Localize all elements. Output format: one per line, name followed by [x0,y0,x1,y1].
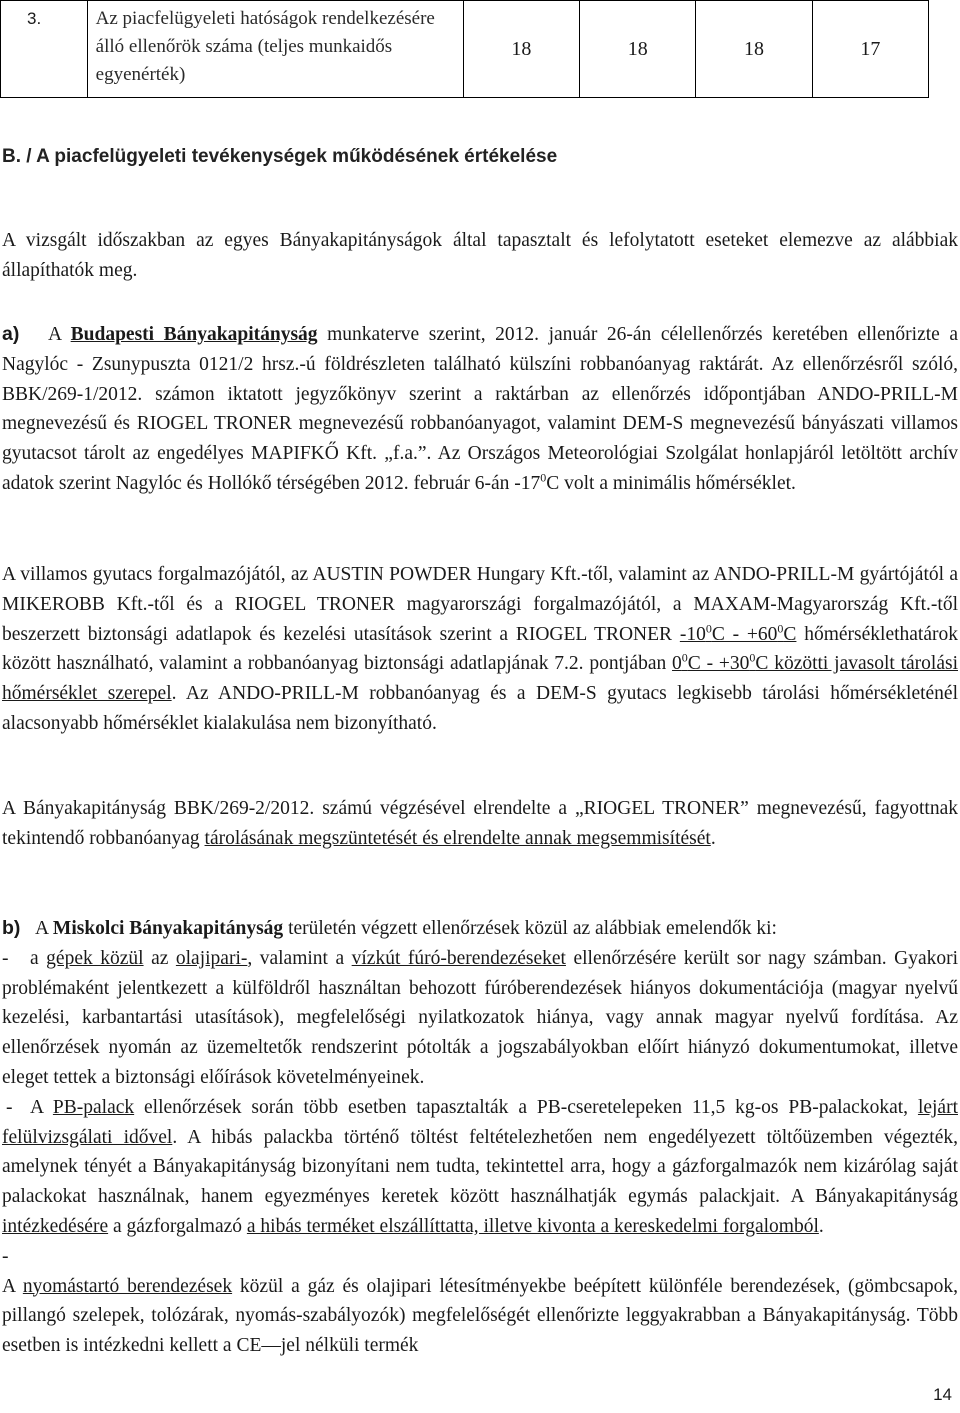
page-number: 14 [933,1385,952,1404]
miskolc-org-name: Miskolci Bányakapitányság [52,918,284,939]
item-a-label: a) [2,323,20,345]
inspector-count-table [0,0,929,98]
value-cell-4: 17 [812,1,928,98]
villamos-text-1: A villamos gyutacs forgalmazójától, az AUSTIN POWDER Hungary Kft.-től, valamint az ANDO-PRILL-M gyártójától a MIKEROBB Kft.-től és a RIOGEL TRONER magyarországi forgalmazójától, a MAXAM-Magyarország Kft.-től beszerzett biztonsági adatlapok és kezelési utasítások szerint a RIOGEL TRONER [2,564,958,645]
item-a-body: munkaterve szerint, 2012. január 26-án célellenőrzés keretében ellenőrizte a Nagylóc - Zsunypuszta 0121/2 hrsz.-ú földrészleten található külszíni robbanóanyag raktárát. Az ellenőrzésről szóló, BBK/269-1/2012. számon iktatott jegyzőkönyv szerint a raktárban az ellenőrzés időpontjában ANDO-PRILL-M megnevezésű és RIOGEL TRONER megnevezésű robbanóanyagot, valamint DEM-S megnevezésű bányászati villamos gyutacsot tárolt az engedélyes MAPIFKŐ Kft. „f.a.”. Az Országos Meteorológiai Szolgálat honlapjáról letöltött archív adatok szerint Nagylóc és Hollókő térségében 2012. február 6-án -17 [2,324,959,494]
paragraph-pressure-equipment: A nyomástartó berendezések közül a gáz és olajipari létesítményekbe beépített különféle berendezések, (gömbcsapok, pillangó szelepek, tolózárak, nyomás-szabályozók) megfelelőségét ellenőrizte leggyakrabban a Bányakapitányság. Több esetben is intézkedni kellett a CE—jel nélküli termék [2,1275,958,1357]
paragraph-bbk [2,794,958,854]
bbk-text-2: . [710,827,716,849]
villamos-text-3: . Az ANDO-PRILL-M robbanóanyag és a DEM-S gyutacs legkisebb tárolási hőmérsékleténél alacsonyabb hőmérséklet kialakulása nem bizonyítható. [2,683,959,734]
value-cell-1: 18 [463,1,579,98]
item-a-end: C volt a minimális hőmérséklet. [546,472,796,494]
intro-paragraph [2,226,958,286]
bullet-dash: - [6,1096,13,1118]
row-description: Az piacfelügyeleti hatóságok rendelkezésére álló ellenőrök száma (teljes munkaidős egyenérték) [87,1,463,98]
bbk-underlined: tárolásának megszüntetését és elrendelte annak megsemmisítését [204,827,711,849]
table-row [1,1,929,98]
intro-text: A vizsgált időszakban az egyes Bányakapitányságok által tapasztalt és lefolytatott eseteket elemezve az alábbiak állapíthatók meg. [2,230,958,281]
row-number: 3. [1,1,88,98]
paragraph-b [2,914,958,1361]
value-cell-2: 18 [580,1,696,98]
item-b-label: b) [2,917,21,939]
paragraph-a [2,320,958,499]
budapest-org-name: Budapesti Bányakapitányság [70,324,318,345]
degree-sup: 0 [540,470,547,485]
paragraph-villamos [2,560,958,739]
temp-range-1: $-10^0C - +60^0C$ [679,621,797,645]
value-cell-3: 18 [696,1,812,98]
bullet-dash: - [2,947,9,969]
villamos-text-2: hőmérséklethatárok között használható, valamint a robbanóanyag biztonsági adatlapjának 7.2. pontjában [2,623,958,675]
bullet-empty: - [2,1245,9,1267]
item-a-pre: A [48,324,62,345]
temp-range-2: $0^0C - +30^0C$ közötti javasolt tárolási hőmérséklet szerepel [2,650,958,705]
item-b-pre: A [35,918,49,939]
bullet-machines: - a gépek közül az olajipari-, valamint a vízkút fúró-berendezéseket ellenőrzésére került sor nagy számban. Gyakori problémaként jelentkezett a külföldről használtan behozott fúróberendezések hiányos dokumentációja (magyar nyelvű kezelési, karbantartási utasítások), megfelelőségi nyilatkozatok hiánya, vagy annak magyar nyelvű fordítása. Az ellenőrzések nyomán az üzemeltetők rendszerint pótolták a jogszabályokban előírt hiányzó dokumentumokat, illetve eleget tettek a biztonsági előírások követelményeinek. [2,944,958,1093]
section-b-heading: B. / A piacfelügyeleti tevékenységek működésének értékelése [2,146,558,167]
bbk-text-1: A Bányakapitányság BBK/269-2/2012. számú végzésével elrendelte a „RIOGEL TRONER” megnevezésű, fagyottnak tekintendő robbanóanyag [2,798,958,849]
item-b-body: területén végzett ellenőrzések közül az alábbiak emelendők ki: [288,918,777,939]
bullet-pb-cylinder: - A PB-palack ellenőrzések során több esetben tapasztalták a PB-cseretelepeken 11,5 kg-os PB-palackokat, lejárt felülvizsgálati idővel. A hibás palackba történő töltést feltételezhetően nem engedélyezett töltőüzemben végezték, amelynek tényét a Bányakapitányság bizonyítani nem tudta, tekintettel arra, hogy a gázforgalmazók nem kizárólag saját palackokat használnak, hanem egyezményes keretek között használhatják egymás palackjait. A Bányakapitányság intézkedésére a gázforgalmazó a hibás terméket elszállíttatta, illetve kivonta a kereskedelmi forgalomból. [2,1093,958,1242]
